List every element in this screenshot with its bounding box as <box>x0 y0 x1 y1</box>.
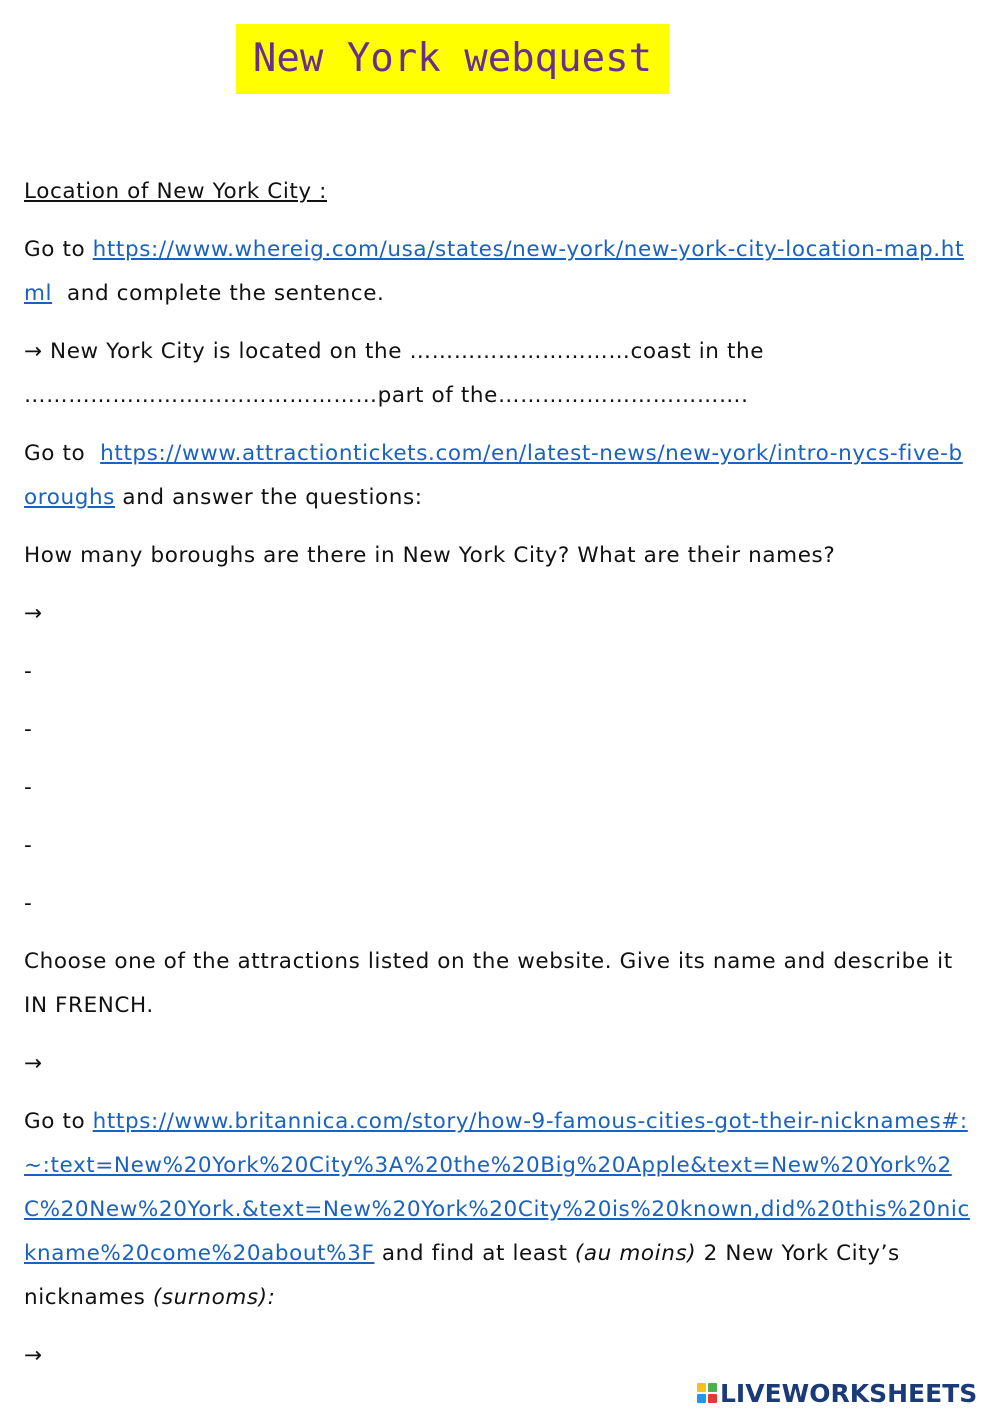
answer-arrow: → <box>24 1051 43 1076</box>
location-sentence <box>24 330 974 418</box>
location-instruction <box>24 228 974 316</box>
borough-bullet: - <box>24 717 33 742</box>
nicknames-instruction <box>24 1100 974 1320</box>
britannica-link[interactable]: https://www.britannica.com/story/how-9-famous-cities-got-their-nicknames#:~:text=New%20York%20City%3A%20the%20Big%20Apple&text=New%20York%2C%20New%20York.&text=New%20York%20City%20is%20known,did%20this%20nickname%20come%20about%3F <box>24 1109 970 1266</box>
logo-square <box>708 1394 717 1403</box>
go-to-text: Go to <box>24 441 86 466</box>
boroughs-instruction <box>24 432 974 520</box>
attractiontickets-link[interactable]: https://www.attractiontickets.com/en/latest-news/new-york/intro-nycs-five-boroughs <box>24 441 963 510</box>
surnoms-text: (surnoms): <box>152 1285 276 1310</box>
borough-bullet: - <box>24 775 33 800</box>
go-to-text: Go to <box>24 1109 86 1134</box>
liveworksheets-watermark <box>697 1378 977 1408</box>
borough-bullet: - <box>24 833 33 858</box>
nicknames-middle: 2 New York City’s nicknames <box>24 1241 900 1310</box>
answer-arrow: → <box>24 601 43 626</box>
watermark-text: LIVEWORKSHEETS <box>720 1378 978 1408</box>
attraction-question: Choose one of the attractions listed on the website. Give its name and describe it IN FRENCH. <box>24 949 953 1018</box>
answer-arrow: → <box>24 1343 43 1368</box>
page-title: New York webquest <box>236 24 669 94</box>
sentence-line-1: → New York City is located on the …………………………coast in the <box>24 339 765 364</box>
sentence-line-2: …………………………………………part of the……………………………. <box>24 383 749 408</box>
borough-bullet: - <box>24 891 33 916</box>
liveworksheets-logo-icon <box>697 1383 717 1403</box>
whereig-link[interactable]: https://www.whereig.com/usa/states/new-york/new-york-city-location-map.html <box>24 237 964 306</box>
borough-bullet: - <box>24 659 33 684</box>
worksheet-content <box>24 170 974 1392</box>
location-heading: Location of New York City : <box>24 179 328 204</box>
logo-square <box>708 1383 717 1392</box>
location-after-link: and complete the sentence. <box>67 281 385 306</box>
au-moins-text: (au moins) <box>574 1241 697 1266</box>
logo-square <box>697 1394 706 1403</box>
nicknames-after-link: and find at least <box>381 1241 568 1266</box>
boroughs-question: How many boroughs are there in New York City? What are their names? <box>24 543 836 568</box>
logo-square <box>697 1383 706 1392</box>
boroughs-after-link: and answer the questions: <box>122 485 423 510</box>
go-to-text: Go to <box>24 237 86 262</box>
